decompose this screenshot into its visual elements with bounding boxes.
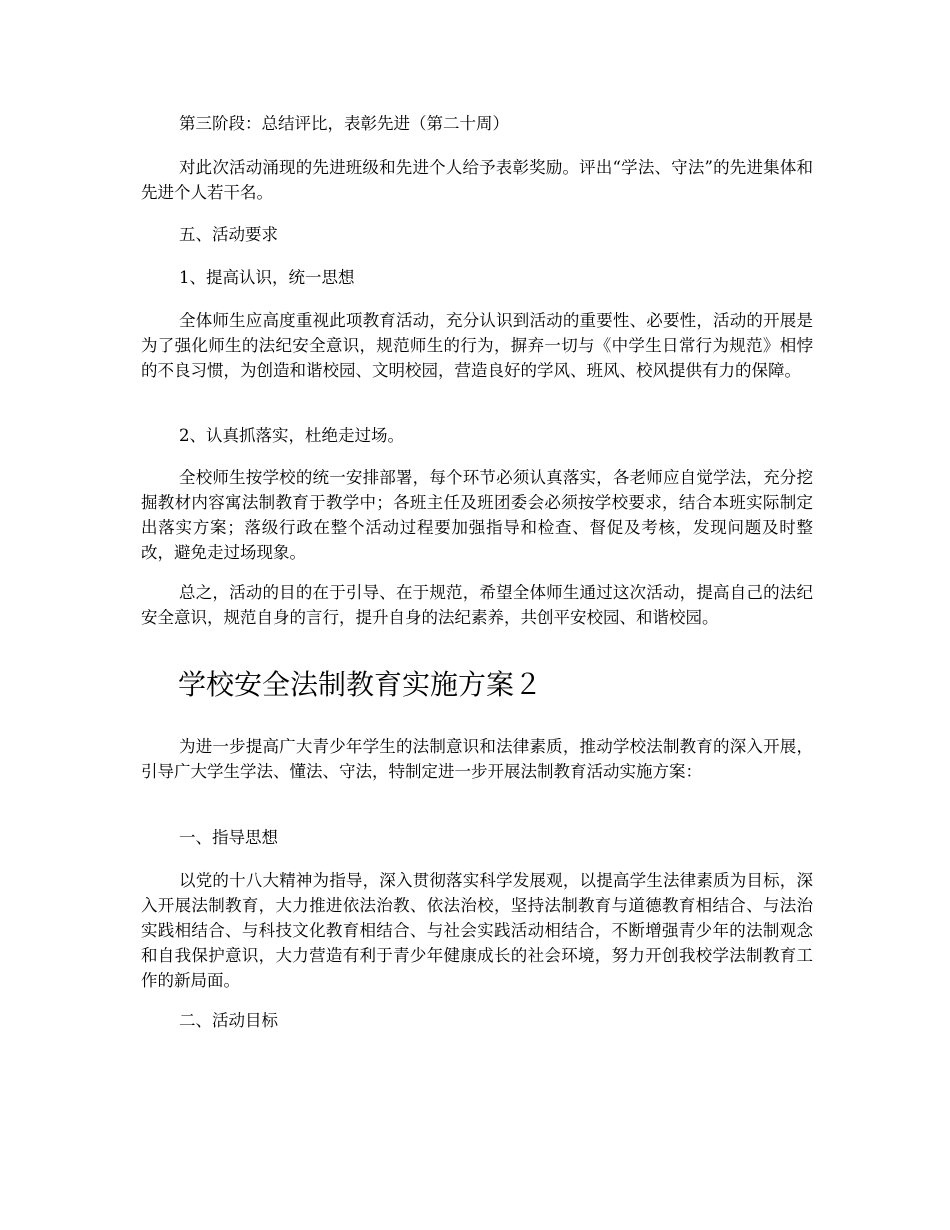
plan2-title: 学校安全法制教育实施方案２ bbox=[178, 668, 543, 701]
reward-paragraph: 对此次活动涌现的先进班级和先进个人给予表彰奖励。评出“学法、守法”的先进集体和先进个人若干名。 bbox=[141, 158, 813, 202]
stage3-paragraph: 第三阶段：总结评比，表彰先进（第二十周） bbox=[179, 114, 509, 133]
requirement-2-paragraph: 全校师生按学校的统一安排部署，每个环节必须认真落实，各老师应自觉学法，充分挖掘教材内容寓法制教育于教学中；各班主任及班团委会必须按学校要求，结合本班实际制定出落实方案；落级行政在整个活动过程要加强指导和检查、督促及考核，发现问题及时整改，避免走过场现象。 bbox=[141, 468, 813, 562]
guiding-heading: 一、指导思想 bbox=[179, 828, 278, 847]
summary-paragraph: 总之，活动的目的在于引导、在于规范，希望全体师生通过这次活动，提高自己的法纪安全意识，规范自身的言行，提升自身的法纪素养，共创平安校园、和谐校园。 bbox=[141, 583, 813, 627]
intro-paragraph: 为进一步提高广大青少年学生的法制意识和法律素质，推动学校法制教育的深入开展，引导广大学生学法、懂法、守法，特制定进一步开展法制教育活动实施方案： bbox=[141, 737, 813, 781]
guiding-paragraph: 以党的十八大精神为指导，深入贯彻落实科学发展观，以提高学生法律素质为目标，深入开展法制教育，大力推进依法治教、依法治校，坚持法制教育与道德教育相结合、与法治实践相结合、与科技文化教育相结合、与社会实践活动相结合，不断增强青少年的法制观念和自我保护意识，大力营造有利于青少年健康成长的社会环境，努力开创我校学法制教育工作的新局面。 bbox=[141, 871, 813, 990]
goals-heading: 二、活动目标 bbox=[179, 1011, 278, 1030]
requirement-1-heading: 1、提高认识，统一思想 bbox=[179, 268, 355, 287]
requirement-1-paragraph: 全体师生应高度重视此项教育活动，充分认识到活动的重要性、必要性，活动的开展是为了强化师生的法纪安全意识，规范师生的行为，摒弃一切与《中学生日常行为规范》相悖的不良习惯，为创造和谐校园、文明校园，营造良好的学风、班风、校风提供有力的保障。 bbox=[141, 311, 813, 380]
requirement-2-heading: 2、认真抓落实，杜绝走过场。 bbox=[179, 426, 404, 445]
requirements-heading: 五、活动要求 bbox=[179, 225, 278, 244]
